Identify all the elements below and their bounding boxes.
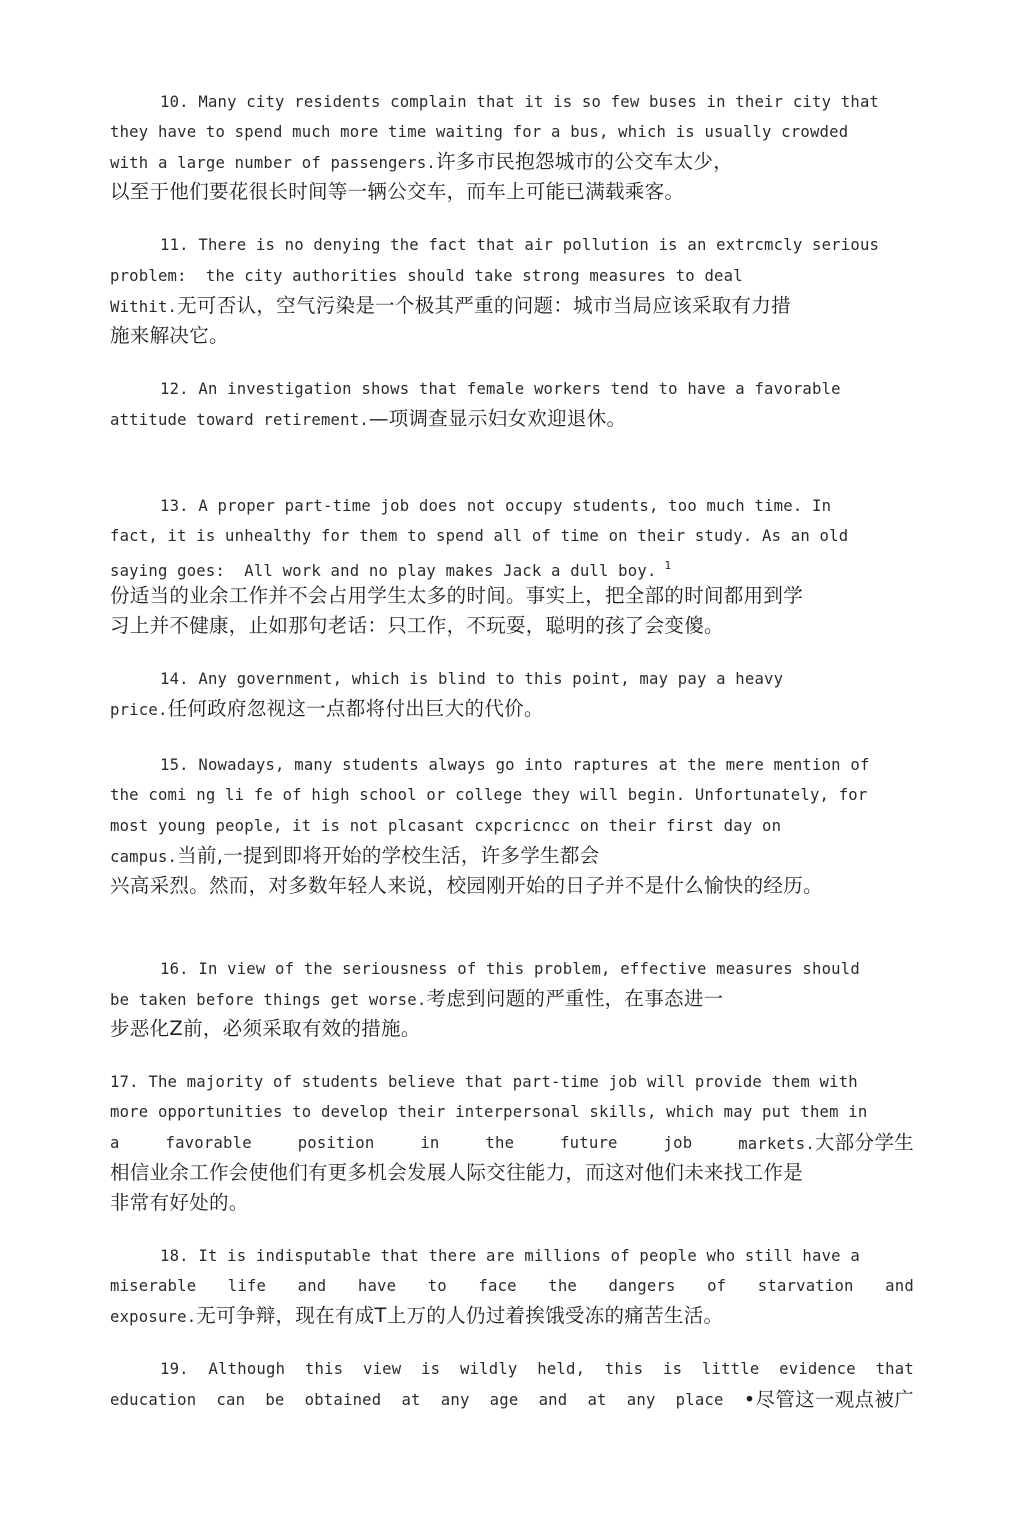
- item-12-line-1: 12. An investigation shows that female workers tend to have a favorable: [160, 380, 841, 398]
- word: 19.: [160, 1360, 189, 1378]
- item-17-translation-1: 大部分学生: [814, 1131, 914, 1154]
- word: be: [265, 1391, 285, 1409]
- item-16-translation-1: 考虑到问题的严重性，在事态进一: [426, 987, 724, 1010]
- word: is: [421, 1360, 441, 1378]
- item-10-line-2: they have to spend much more time waiting for a bus, which is usually crowded: [110, 123, 849, 141]
- word: this: [604, 1360, 644, 1378]
- item-18-translation-1: 无可争辩，现在有成T上万的人仍过着挨饿受冻的痛苦生活。: [196, 1304, 724, 1327]
- item-17-translation-3: 非常有好处的。: [110, 1191, 249, 1214]
- item-11-translation-2: 施来解决它。: [110, 324, 229, 347]
- item-14-line-1: 14. Any government, which is blind to this point, may pay a heavy: [160, 670, 784, 688]
- item-10-line-1: 10. Many city residents complain that it is so few buses in their city that: [160, 93, 880, 111]
- word: and: [538, 1391, 568, 1409]
- word: position: [297, 1134, 375, 1152]
- item-16-translation-2: 步恶化Z前，必须采取有效的措施。: [110, 1017, 421, 1040]
- word: dangers: [608, 1277, 676, 1295]
- word: and: [297, 1277, 327, 1295]
- word: is: [662, 1360, 683, 1378]
- item-16-line-2: be taken before things get worse.考虑到问题的严重性，在事态进一: [110, 987, 724, 1010]
- word: a: [110, 1134, 120, 1152]
- item-13-line-1: 13. A proper part-time job does not occupy students, too much time. In: [160, 497, 832, 515]
- word: life: [227, 1277, 267, 1295]
- word: job: [663, 1134, 693, 1152]
- word: obtained: [304, 1391, 382, 1409]
- item-17-line-3: [110, 1131, 914, 1156]
- item-18-line-2: [110, 1274, 914, 1298]
- item-12-line-2: attitude toward retirement.—项调查显示妇女欢迎退休。: [110, 407, 627, 430]
- item-17-translation-2: 相信业余工作会使他们有更多机会发展人际交往能力，而这对他们未来找工作是: [110, 1161, 804, 1184]
- word: view: [363, 1360, 402, 1378]
- word: can: [216, 1391, 246, 1409]
- word: the: [548, 1277, 577, 1295]
- item-13-line-2: fact, it is unhealthy for them to spend all of time on their study. As an old: [110, 527, 849, 545]
- item-19-line-1: [160, 1357, 914, 1381]
- word: little: [701, 1360, 760, 1378]
- item-13-translation-1: 份适当的业余工作并不会占用学生太多的时间。事实上，把全部的时间都用到学: [110, 584, 804, 607]
- word: Although: [208, 1360, 286, 1378]
- item-19-line-2: [110, 1388, 914, 1412]
- footnote-marker: 1: [664, 559, 672, 572]
- word: evidence: [779, 1360, 856, 1378]
- word: favorable: [165, 1134, 252, 1152]
- item-13-line-3: saying goes: All work and no play makes Jack a dull boy. $^1$: [110, 559, 672, 580]
- word: have: [357, 1277, 397, 1295]
- word: at: [401, 1391, 421, 1409]
- word: starvation: [757, 1277, 854, 1295]
- item-11-line-2: problem: the city authorities should take strong measures to deal: [110, 267, 743, 285]
- item-17-line-1: 17. The majority of students believe that part-time job will provide them with: [110, 1073, 858, 1091]
- word: any: [626, 1391, 656, 1409]
- item-10-translation-1: 许多市民抱怨城市的公交车太少，: [436, 150, 734, 173]
- word: held,: [537, 1360, 586, 1378]
- word: this: [304, 1360, 344, 1378]
- word: miserable: [110, 1277, 197, 1295]
- item-10-translation-2: 以至于他们要花很长时间等一辆公交车，而车上可能已满载乘客。: [110, 180, 685, 203]
- item-14-translation-1: 任何政府忽视这一点都将付出巨大的代价。: [167, 697, 544, 720]
- item-15-translation-2: 兴高采烈。然而，对多数年轻人来说，校园刚开始的日子并不是什么愉快的经历。: [110, 874, 823, 897]
- item-15-line-1: 15. Nowadays, many students always go into raptures at the mere mention of: [160, 756, 870, 774]
- item-18-line-3: exposure.无可争辩，现在有成T上万的人仍过着挨饿受冻的痛苦生活。: [110, 1304, 724, 1327]
- item-18-line-1: 18. It is indisputable that there are millions of people who still have a: [160, 1247, 860, 1265]
- item-17-line-2: more opportunities to develop their interpersonal skills, which may put them in: [110, 1103, 868, 1121]
- word: the: [485, 1134, 515, 1152]
- word: that: [875, 1360, 914, 1378]
- item-15-line-2: the comi ng li fe of high school or college they will begin. Unfortunately, for: [110, 786, 868, 804]
- word: markets.大部分学生: [738, 1131, 914, 1154]
- word: wildly: [459, 1360, 518, 1378]
- word: education: [110, 1391, 197, 1409]
- word: of: [707, 1277, 727, 1295]
- word: any: [440, 1391, 470, 1409]
- item-10-line-3: with a large number of passengers.许多市民抱怨城市的公交车太少，: [110, 150, 734, 173]
- word: age: [489, 1391, 519, 1409]
- translation-fragment: •尽管这一观点被广: [743, 1388, 914, 1411]
- item-15-line-3: most young people, it is not plcasant cxpcricncc on their first day on: [110, 817, 782, 835]
- word: face: [478, 1277, 517, 1295]
- word: to: [427, 1277, 447, 1295]
- item-16-line-1: 16. In view of the seriousness of this problem, effective measures should: [160, 960, 860, 978]
- item-11-line-3: Withit.无可否认，空气污染是一个极其严重的问题：城市当局应该采取有力措: [110, 294, 791, 317]
- item-13-translation-2: 习上并不健康，止如那句老话：只工作，不玩耍，聪明的孩了会变傻。: [110, 614, 724, 637]
- word: place: [675, 1391, 724, 1409]
- item-14-line-2: price.任何政府忽视这一点都将付出巨大的代价。: [110, 697, 544, 720]
- word: future: [560, 1134, 618, 1152]
- word: in: [420, 1134, 440, 1152]
- item-15-line-4: campus.当前,一提到即将开始的学校生活，许多学生都会: [110, 844, 600, 867]
- item-11-translation-1: 无可否认，空气污染是一个极其严重的问题：城市当局应该采取有力措: [177, 294, 791, 317]
- item-15-translation-1: 当前,一提到即将开始的学校生活，许多学生都会: [177, 844, 600, 867]
- item-11-line-1: 11. There is no denying the fact that air pollution is an extrcmcly serious: [160, 236, 880, 254]
- word: and: [885, 1277, 914, 1295]
- word: at: [587, 1391, 607, 1409]
- item-12-translation-1: —项调查显示妇女欢迎退休。: [368, 407, 627, 430]
